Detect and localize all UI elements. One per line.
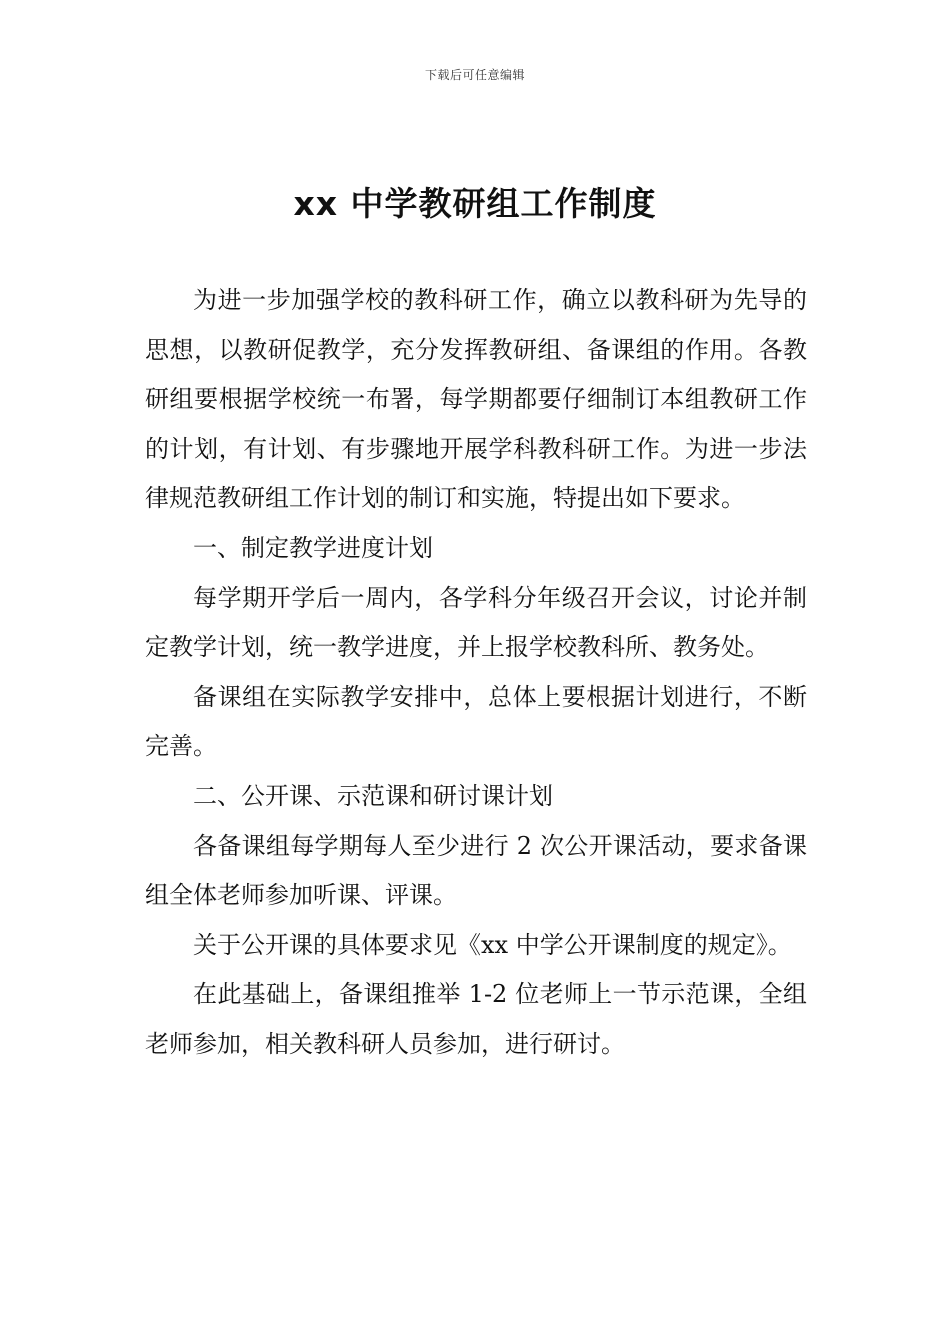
- paragraph: 关于公开课的具体要求见《xx 中学公开课制度的规定》。: [193, 930, 792, 959]
- section-heading-2: 二、公开课、示范课和研讨课计划: [193, 781, 553, 810]
- section-heading-1: 一、制定教学进度计划: [193, 533, 433, 562]
- document-title: xx 中学教研组工作制度: [293, 184, 657, 223]
- paragraph: 备课组在实际教学安排中，总体上要根据计划进行，不断完善。: [145, 682, 807, 761]
- header-note: 下载后可任意编辑: [424, 68, 525, 82]
- paragraph: 在此基础上，备课组推举 1-2 位老师上一节示范课，全组老师参加，相关教科研人员参加，进行研讨。: [145, 980, 807, 1058]
- paragraph: 各备课组每学期每人至少进行 2 次公开课活动，要求备课组全体老师参加听课、评课。: [145, 831, 807, 910]
- intro-paragraph: 为进一步加强学校的教科研工作，确立以教科研为先导的思想，以教研促教学，充分发挥教研组、备课组的作用。各教研组要根据学校统一布署，每学期都要仔细制订本组教研工作的计划，有计划、有步骤地开展学科教科研工作。为进一步法律规范教研组工作计划的制订和实施，特提出如下要求。: [145, 286, 807, 513]
- document-body: [145, 276, 807, 1070]
- paragraph: 每学期开学后一周内，各学科分年级召开会议，讨论并制定教学计划，统一教学进度，并上报学校教科所、教务处。: [145, 583, 807, 662]
